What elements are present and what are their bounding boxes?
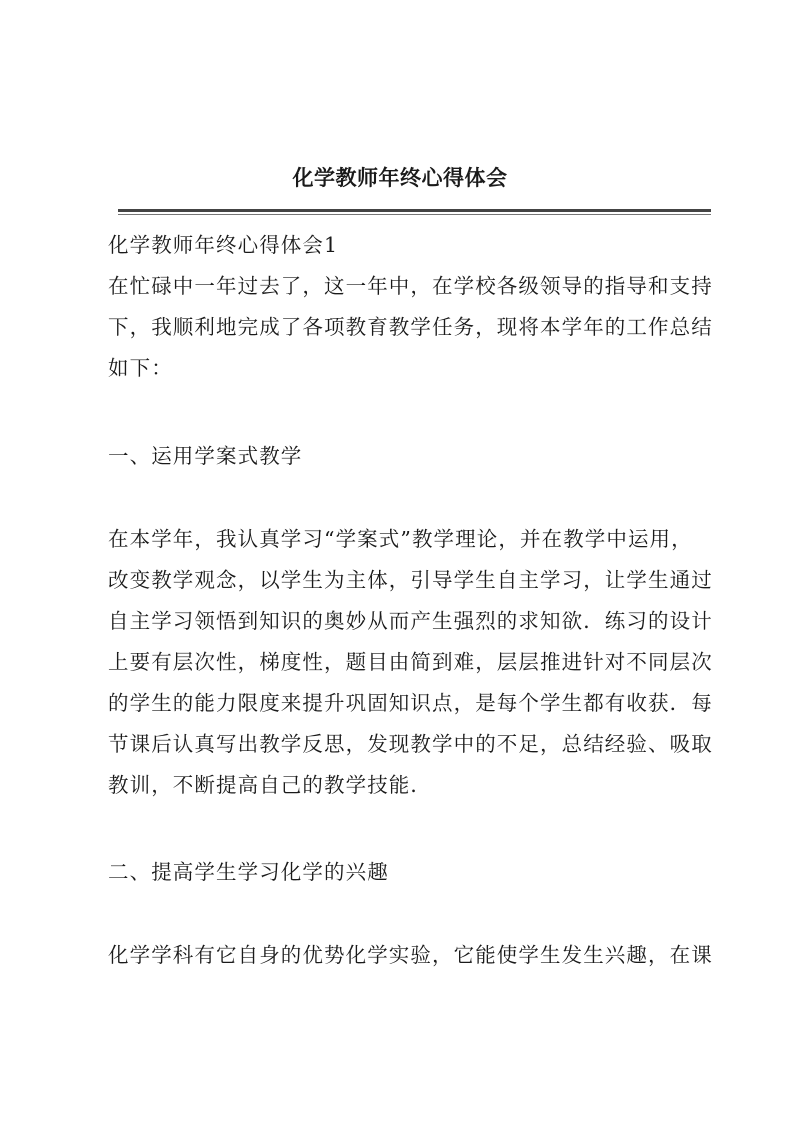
paragraph-line: 自主学习领悟到知识的奥妙从而产生强烈的求知欲．练习的设计 bbox=[108, 609, 713, 633]
title-divider-thin bbox=[118, 214, 711, 215]
section-2-paragraph bbox=[108, 935, 712, 976]
section-heading bbox=[108, 436, 712, 477]
paragraph-line: 化学学科有它自身的优势化学实验，它能使学生发生兴趣，在课 bbox=[108, 943, 713, 967]
paragraph-line: 在忙碌中一年过去了，这一年中，在学校各级领导的指导和支持 bbox=[108, 274, 713, 298]
document-title: 化学教师年终心得体会 bbox=[292, 165, 508, 190]
paragraph-line: 在本学年，我认真学习“学案式”教学理论，并在教学中运用， bbox=[108, 527, 693, 551]
intro-paragraph bbox=[108, 225, 712, 389]
section-2-heading: 二、提高学生学习化学的兴趣 bbox=[108, 860, 389, 884]
paragraph-line: 教训，不断提高自己的教学技能． bbox=[108, 773, 432, 797]
section-1-heading: 一、运用学案式教学 bbox=[108, 444, 303, 468]
paragraph-line: 上要有层次性，梯度性，题目由简到难，层层推进针对不同层次 bbox=[108, 650, 713, 674]
paragraph-line: 节课后认真写出教学反思，发现教学中的不足，总结经验、吸取 bbox=[108, 732, 713, 756]
section-1-paragraph bbox=[108, 519, 712, 806]
section-heading bbox=[108, 852, 712, 893]
title-divider bbox=[118, 209, 711, 212]
paragraph-line: 下，我顺利地完成了各项教育教学任务，现将本学年的工作总结 bbox=[108, 315, 713, 339]
paragraph-line: 如下： bbox=[108, 356, 173, 380]
paragraph-line: 的学生的能力限度来提升巩固知识点，是每个学生都有收获．每 bbox=[108, 691, 713, 715]
document-subtitle: 化学教师年终心得体会1 bbox=[108, 233, 339, 257]
paragraph-line: 改变教学观念，以学生为主体，引导学生自主学习，让学生通过 bbox=[108, 568, 713, 592]
